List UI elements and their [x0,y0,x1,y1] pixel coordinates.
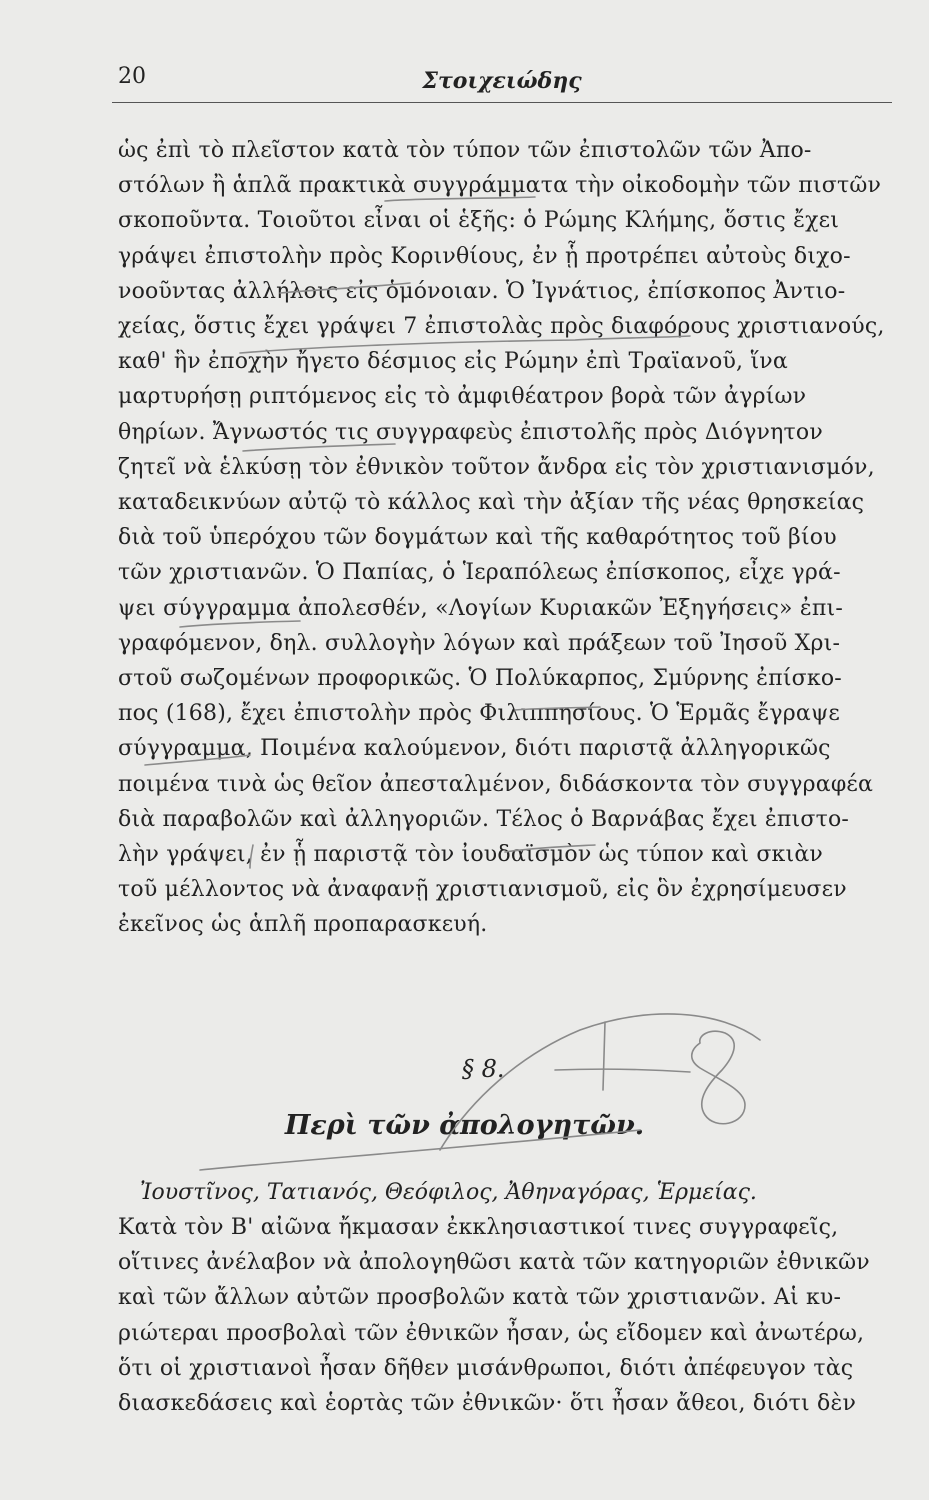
handwritten-annotation: +8 [620,1095,622,1096]
underline [603,1022,605,1090]
text-line: οἵτινες ἀνέλαβον νὰ ἀπολογηθῶσι κατὰ τῶν κατηγοριῶν ἐθνικῶν [118,1250,870,1276]
text-line: γραφόμενον, δηλ. συλλογὴν λόγων καὶ πράξεων τοῦ Ἰησοῦ Χρι- [118,630,841,656]
text-line: ὅτι οἱ χριστιανοὶ ἦσαν δῆθεν μισάνθρωποι, διότι ἀπέφευγον τὰς [118,1355,854,1381]
text-line: γράψει ἐπιστολὴν πρὸς Κορινθίους, ἐν ᾗ προτρέπει αὐτοὺς διχο- [118,243,851,269]
text-line: ψει σύγγραμμα ἀπολεσθέν, «Λογίων Κυριακῶν Ἐξηγήσεις» ἐπι- [118,595,844,621]
text-line: τῶν χριστιανῶν. Ὁ Παπίας, ὁ Ἱεραπόλεως ἐπίσκοπος, εἶχε γρά- [118,560,841,586]
text-line: τοῦ μέλλοντος νὰ ἀναφανῇ χριστιανισμοῦ, εἰς ὃν ἐχρησίμευσεν [118,877,847,903]
text-line: λὴν γράψει, ἐν ᾗ παριστᾷ τὸν ἰουδαϊσμὸν ὡς τύπον καὶ σκιὰν [118,842,823,867]
section-names: Ἰουστῖνος, Τατιανός, Θεόφιλος, Ἀθηναγόρας, Ἑρμείας. [140,1180,757,1205]
text-line: καταδεικνύων αὐτῷ τὸ κάλλος καὶ τὴν ἀξίαν τῆς νέας θρησκείας [118,490,865,515]
text-line: διασκεδάσεις καὶ ἑορτὰς τῶν ἐθνικῶν· ὅτι ἦσαν ἄθεοι, διότι δὲν [118,1391,857,1416]
text-line: διὰ τοῦ ὑπερόχου τῶν δογμάτων καὶ τῆς καθαρότητος τοῦ βίου [118,525,837,551]
page-number: 20 [118,64,146,89]
text-line: ἐκεῖνος ὡς ἁπλῆ προπαρασκευή. [118,912,488,938]
text-line: στοῦ σωζομένων προφορικῶς. Ὁ Πολύκαρπος, Σμύρνης ἐπίσκο- [118,666,842,691]
underline [555,1069,690,1072]
section-title: Περὶ τῶν ἀπολογητῶν. [284,1110,645,1141]
text-line: διὰ παραβολῶν καὶ ἀλληγοριῶν. Τέλος ὁ Βαρνάβας ἔχει ἐπιστο- [118,806,850,832]
running-title: Στοιχειώδης [422,68,582,94]
text-line: ποιμένα τινὰ ὡς θεῖον ἀπεσταλμένον, διδάσκοντα τὸν συγγραφέα [118,771,874,797]
text-line: θηρίων. Ἄγνωστός τις συγγραφεὺς ἐπιστολῆς πρὸς Διόγνητον [118,419,823,445]
text-line: νοοῦντας ἀλλήλοις εἰς ὁμόνοιαν. Ὁ Ἰγνάτιος, ἐπίσκοπος Ἀντιο- [118,278,846,304]
text-line: ριώτεραι προσβολαὶ τῶν ἐθνικῶν ἦσαν, ὡς εἴδομεν καὶ ἀνωτέρω, [118,1320,865,1346]
text-line: Κατὰ τὸν Β' αἰῶνα ἤκμασαν ἐκκλησιαστικοί τινες συγγραφεῖς, [118,1215,839,1240]
text-line: σύγγραμμα, Ποιμένα καλούμενον, διότι παριστᾷ ἀλληγορικῶς [118,736,831,762]
text-line: πος (168), ἔχει ἐπιστολὴν πρὸς Φιλιππησίους. Ὁ Ἑρμᾶς ἔγραψε [118,701,840,727]
text-line: σκοποῦντα. Τοιοῦτοι εἶναι οἱ ἑξῆς: ὁ Ρώμης Κλήμης, ὅστις ἔχει [118,208,840,234]
text-line: ζητεῖ νὰ ἑλκύσῃ τὸν ἐθνικὸν τοῦτον ἄνδρα εἰς τὸν χριστιανισμόν, [118,454,875,480]
page-header [112,62,892,103]
text-line: καθ' ἣν ἐποχὴν ἤγετο δέσμιος εἰς Ρώμην ἐπὶ Τραϊανοῦ, ἵνα [118,349,788,375]
text-line: καὶ τῶν ἄλλων αὐτῶν προσβολῶν κατὰ τῶν χριστιανῶν. Αἱ κυ- [118,1285,842,1311]
text-line: χείας, ὅστις ἔχει γράψει 7 ἐπιστολὰς πρὸς διαφόρους χριστιανούς, [118,314,885,339]
text-line: στόλων ἢ ἁπλᾶ πρακτικὰ συγγράμματα τὴν οἰκοδομὴν τῶν πιστῶν [118,173,882,199]
text-line: μαρτυρήσῃ ριπτόμενος εἰς τὸ ἀμφιθέατρον βορὰ τῶν ἀγρίων [118,384,807,410]
text-line: ὡς ἐπὶ τὸ πλεῖστον κατὰ τὸν τύπον τῶν ἐπιστολῶν τῶν Ἀπο- [118,138,812,163]
section-mark: § 8. [462,1055,505,1083]
